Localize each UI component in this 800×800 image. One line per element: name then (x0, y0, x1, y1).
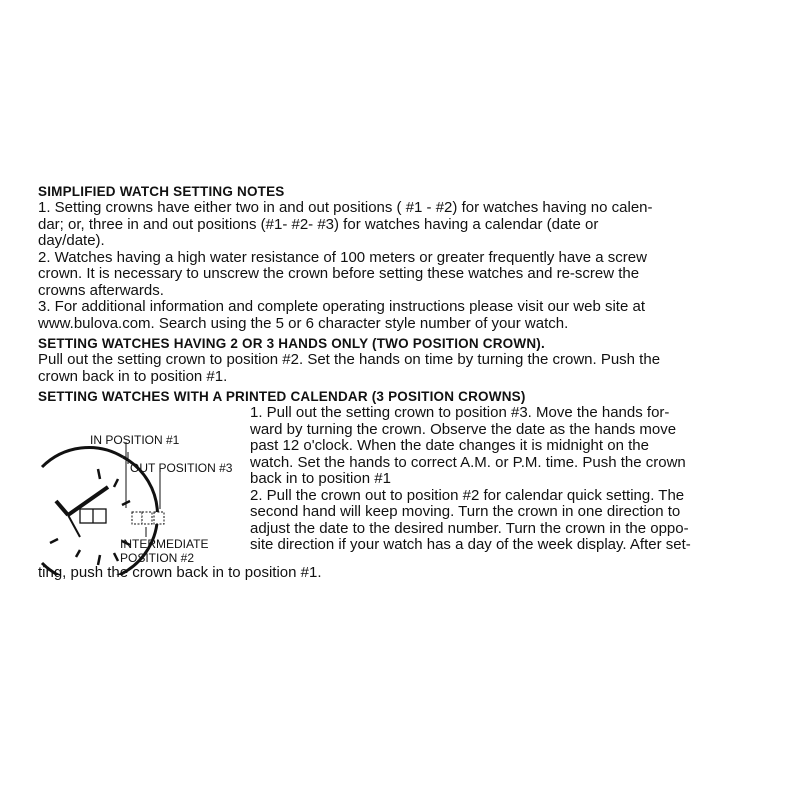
para-line: past 12 o'clock. When the date changes it is midnight on the (250, 437, 649, 454)
para-line: Pull out the setting crown to position #2. Set the hands on time by turning the crown. Push the (38, 351, 661, 368)
para-line: crown. It is necessary to unscrew the crown before setting these watches and re-screw the (38, 265, 640, 282)
para-line: crowns afterwards. (38, 281, 164, 299)
para-line: 3. For additional information and complete operating instructions please visit our web site at (38, 298, 645, 315)
para-line-tail: ting, push the crown back in to position #1. (38, 564, 322, 581)
calendar-block (38, 405, 773, 595)
calendar-instructions (250, 405, 775, 554)
section-simplified-notes (38, 183, 773, 332)
para-line: watch. Set the hands to correct A.M. or P.M. time. Push the crown (250, 453, 686, 471)
para-line: adjust the date to the desired number. Turn the crown in the oppo- (250, 519, 689, 537)
para-line: crown back in to position #1. (38, 367, 228, 385)
para-line: 2. Watches having a high water resistance of 100 meters or greater frequently have a screw (38, 248, 647, 266)
section-heading-printed-calendar: SETTING WATCHES WITH A PRINTED CALENDAR (3 POSITION CROWNS) (38, 389, 526, 404)
para-line: dar; or, three in and out positions (#1- #2- #3) for watches having a calendar (date or (38, 215, 599, 233)
para-line: www.bulova.com. Search using the 5 or 6 character style number of your watch. (38, 314, 569, 332)
label-position-2: POSITION #2 (120, 551, 195, 565)
section-heading-two-position-crown: SETTING WATCHES HAVING 2 OR 3 HANDS ONLY (TWO POSITION CROWN). (38, 336, 545, 351)
section-printed-calendar (38, 388, 773, 595)
para-line: day/date). (38, 232, 105, 249)
para-line: site direction if your watch has a day of the week display. After set- (250, 536, 691, 553)
label-out-position-3: OUT POSITION #3 (130, 461, 233, 475)
section-two-position-crown (38, 335, 773, 385)
crown-position-diagram (38, 405, 248, 575)
instruction-document (38, 183, 773, 595)
label-intermediate: INTERMEDIATE (120, 537, 209, 551)
label-in-position-1: IN POSITION #1 (90, 433, 180, 447)
para-line: ward by turning the crown. Observe the date as the hands move (250, 420, 677, 438)
watch-case-arc-top (42, 447, 123, 467)
para-line: 1. Pull out the setting crown to position #3. Move the hands for- (250, 404, 670, 421)
section-heading-simplified-notes: SIMPLIFIED WATCH SETTING NOTES (38, 184, 285, 199)
para-line: back in to position #1 (250, 470, 391, 487)
para-line: 1. Setting crowns have either two in and out positions ( #1 - #2) for watches having no calen- (38, 199, 653, 216)
para-line: second hand will keep moving. Turn the crown in one direction to (250, 503, 681, 520)
para-line: 2. Pull the crown out to position #2 for calendar quick setting. The (250, 486, 685, 504)
